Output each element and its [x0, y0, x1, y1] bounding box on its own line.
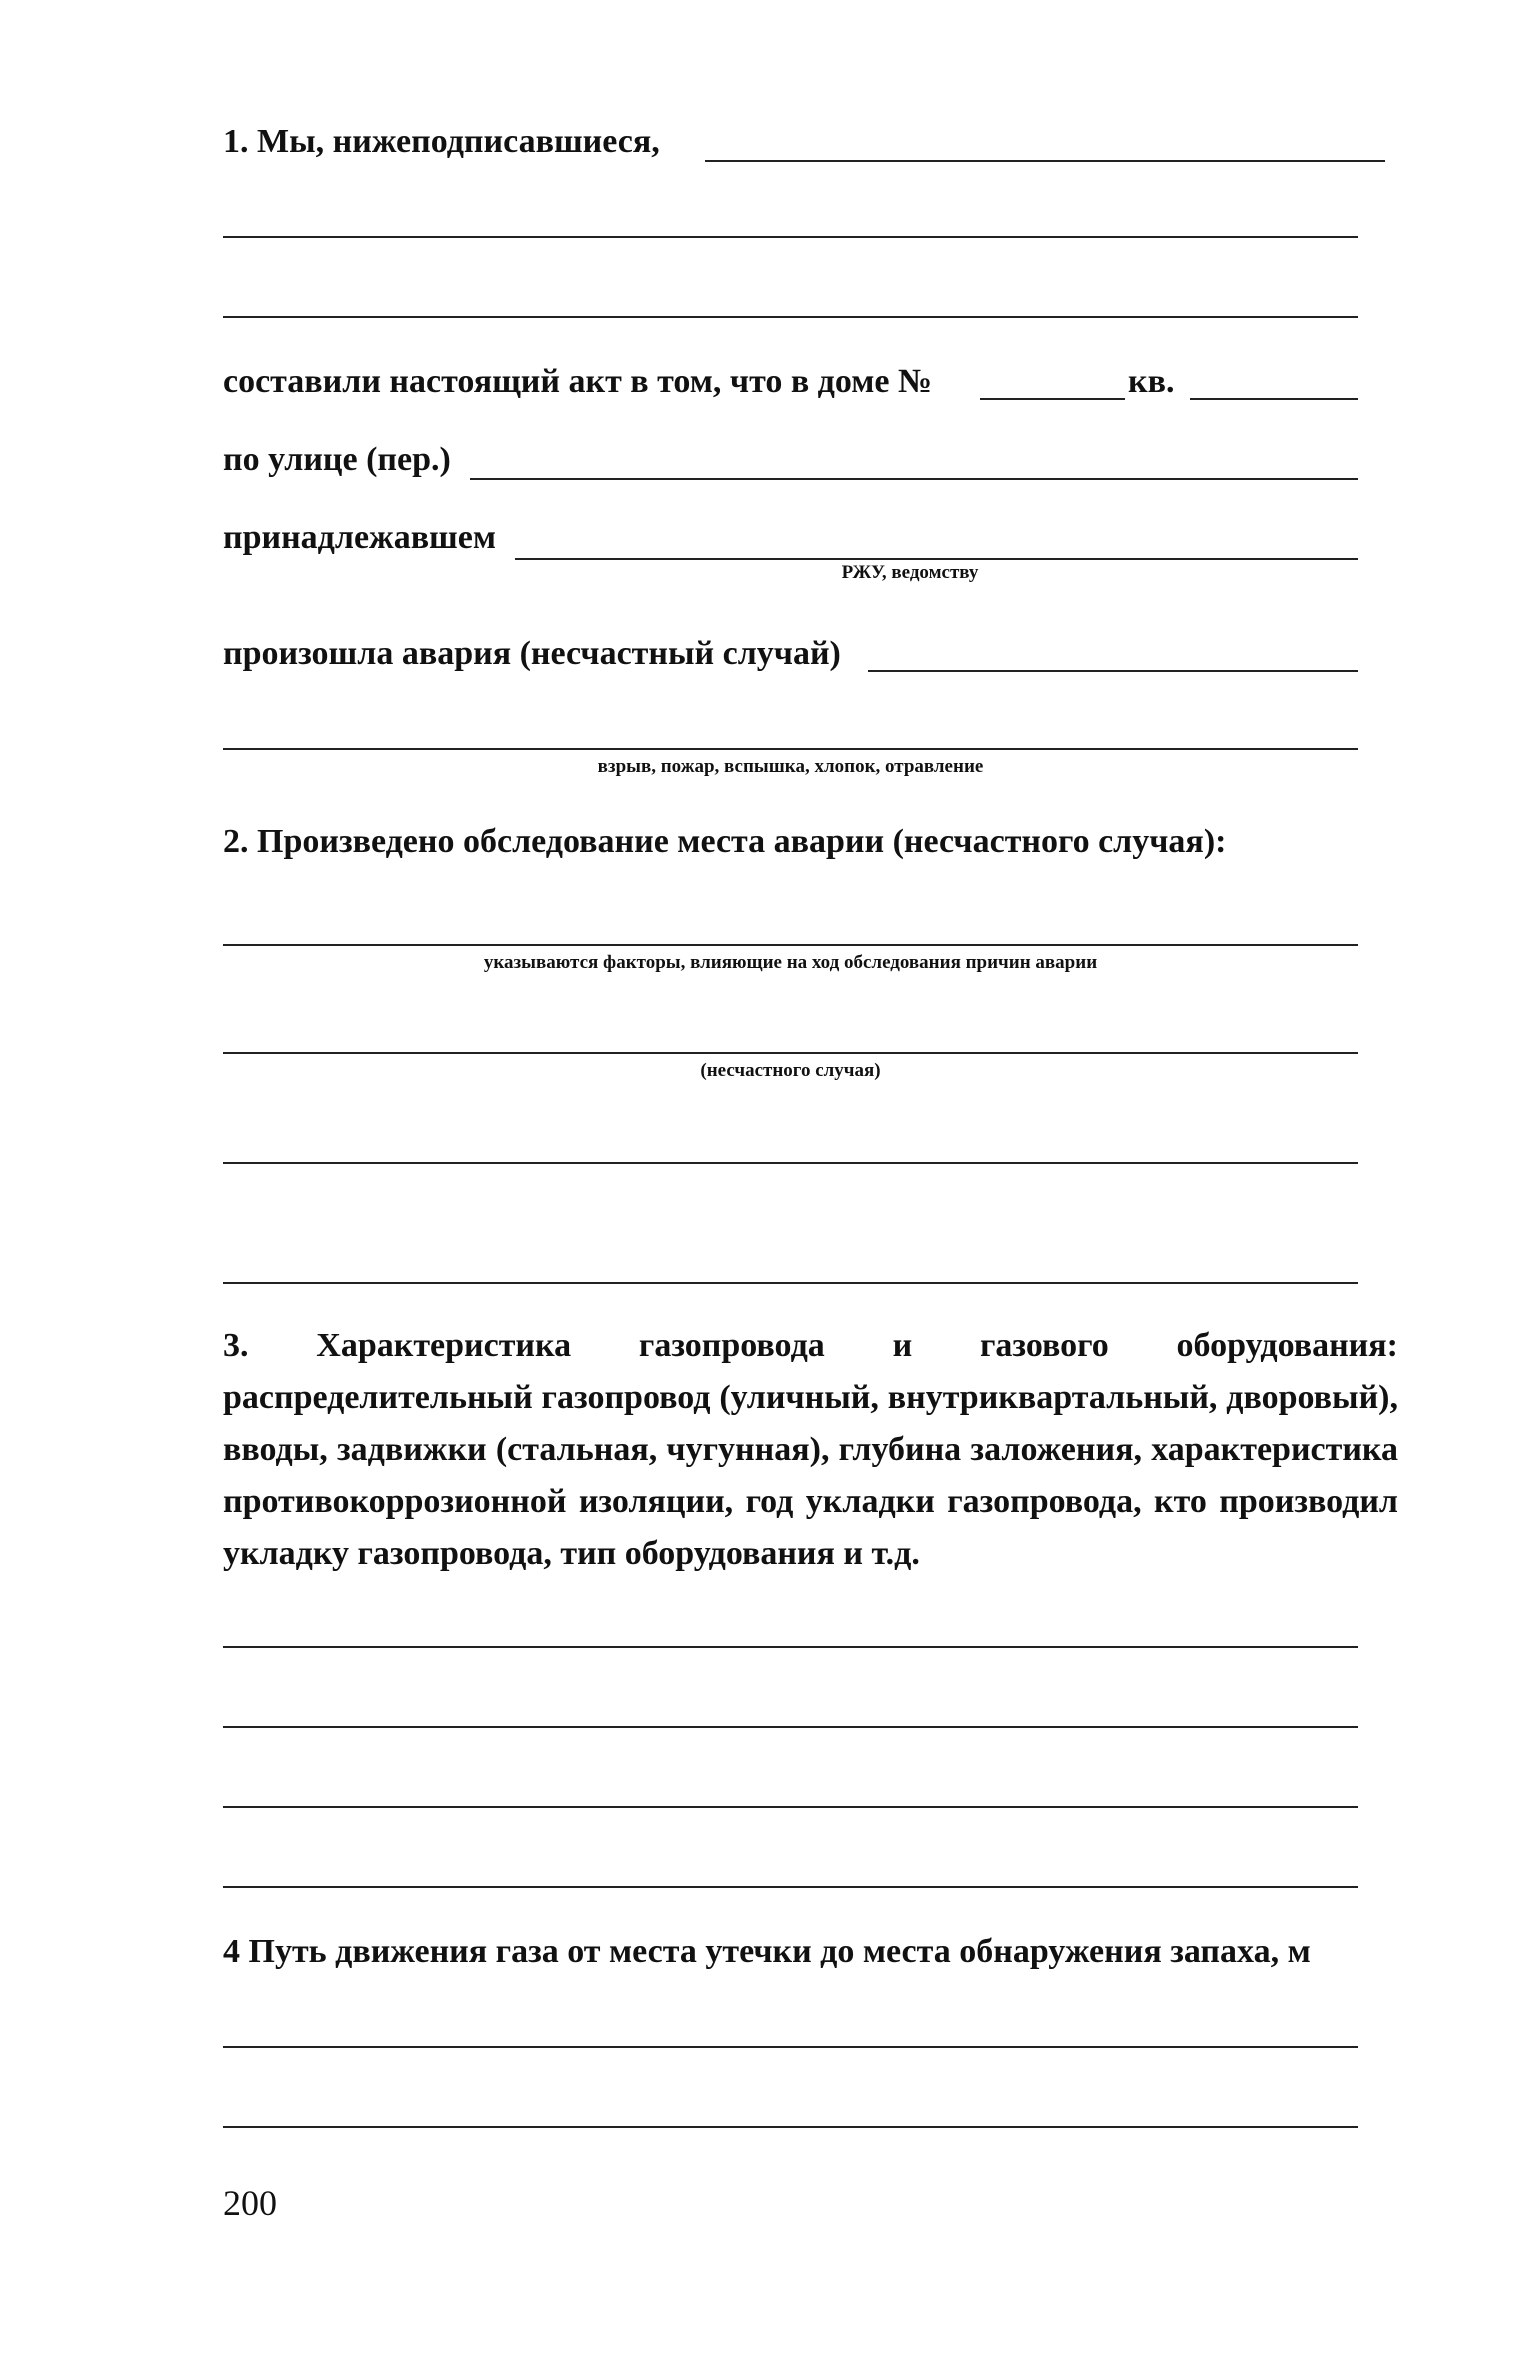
inspection-field-line-4[interactable]	[223, 1282, 1358, 1284]
accident-caption: взрыв, пожар, вспышка, хлопок, отравление	[597, 756, 984, 777]
gas-pipeline-field-line-4[interactable]	[223, 1886, 1358, 1888]
signatories-field-line-1[interactable]	[705, 160, 1385, 162]
apartment-field[interactable]	[1190, 398, 1358, 400]
inspection-field-line-2[interactable]	[223, 1052, 1358, 1054]
section2-label: 2. Произведено обследование места аварии (несчастного случая):	[223, 823, 1227, 860]
apartment-label: кв.	[1128, 363, 1175, 400]
inspection-field-line-1[interactable]	[223, 944, 1358, 946]
belonging-caption: РЖУ, ведомству	[841, 562, 979, 583]
accident-label: произошла авария (несчастный случай)	[223, 635, 841, 672]
section1-label: 1. Мы, нижеподписавшиеся,	[223, 123, 660, 160]
signatories-field-line-2[interactable]	[223, 236, 1358, 238]
gas-pipeline-field-line-1[interactable]	[223, 1646, 1358, 1648]
section4-label: 4 Путь движения газа от места утечки до места обнаружения запаха, м	[223, 1933, 1311, 1970]
act-text: составили настоящий акт в том, что в доме №	[223, 363, 933, 400]
inspection-field-line-3[interactable]	[223, 1162, 1358, 1164]
accident-field-line-2[interactable]	[223, 748, 1358, 750]
gas-pipeline-field-line-2[interactable]	[223, 1726, 1358, 1728]
gas-path-field-line-1[interactable]	[223, 2046, 1358, 2048]
signatories-field-line-3[interactable]	[223, 316, 1358, 318]
section3-text: 3. Характеристика газопровода и газового оборудования: распределительный газопровод (уличный, внутриквартальный, дворовый), вводы, задвижки (стальная, чугунная), глубина заложения, характеристика противокоррозионной изоляции, год укладки газопровода, кто производил укладку газопровода, тип оборудования и т.д.	[223, 1327, 1398, 1572]
gas-pipeline-field-line-3[interactable]	[223, 1806, 1358, 1808]
street-field[interactable]	[470, 478, 1358, 480]
house-number-field[interactable]	[980, 398, 1125, 400]
accident-field-line-1[interactable]	[868, 670, 1358, 672]
belonging-label: принадлежавшем	[223, 519, 497, 556]
street-label: по улице (пер.)	[223, 441, 451, 478]
gas-path-field-line-2[interactable]	[223, 2126, 1358, 2128]
inspection-caption-1: указываются факторы, влияющие на ход обследования причин аварии	[483, 952, 1098, 973]
belonging-field[interactable]	[515, 558, 1358, 560]
page-number: 200	[223, 2183, 277, 2223]
inspection-caption-2: (несчастного случая)	[700, 1060, 881, 1081]
